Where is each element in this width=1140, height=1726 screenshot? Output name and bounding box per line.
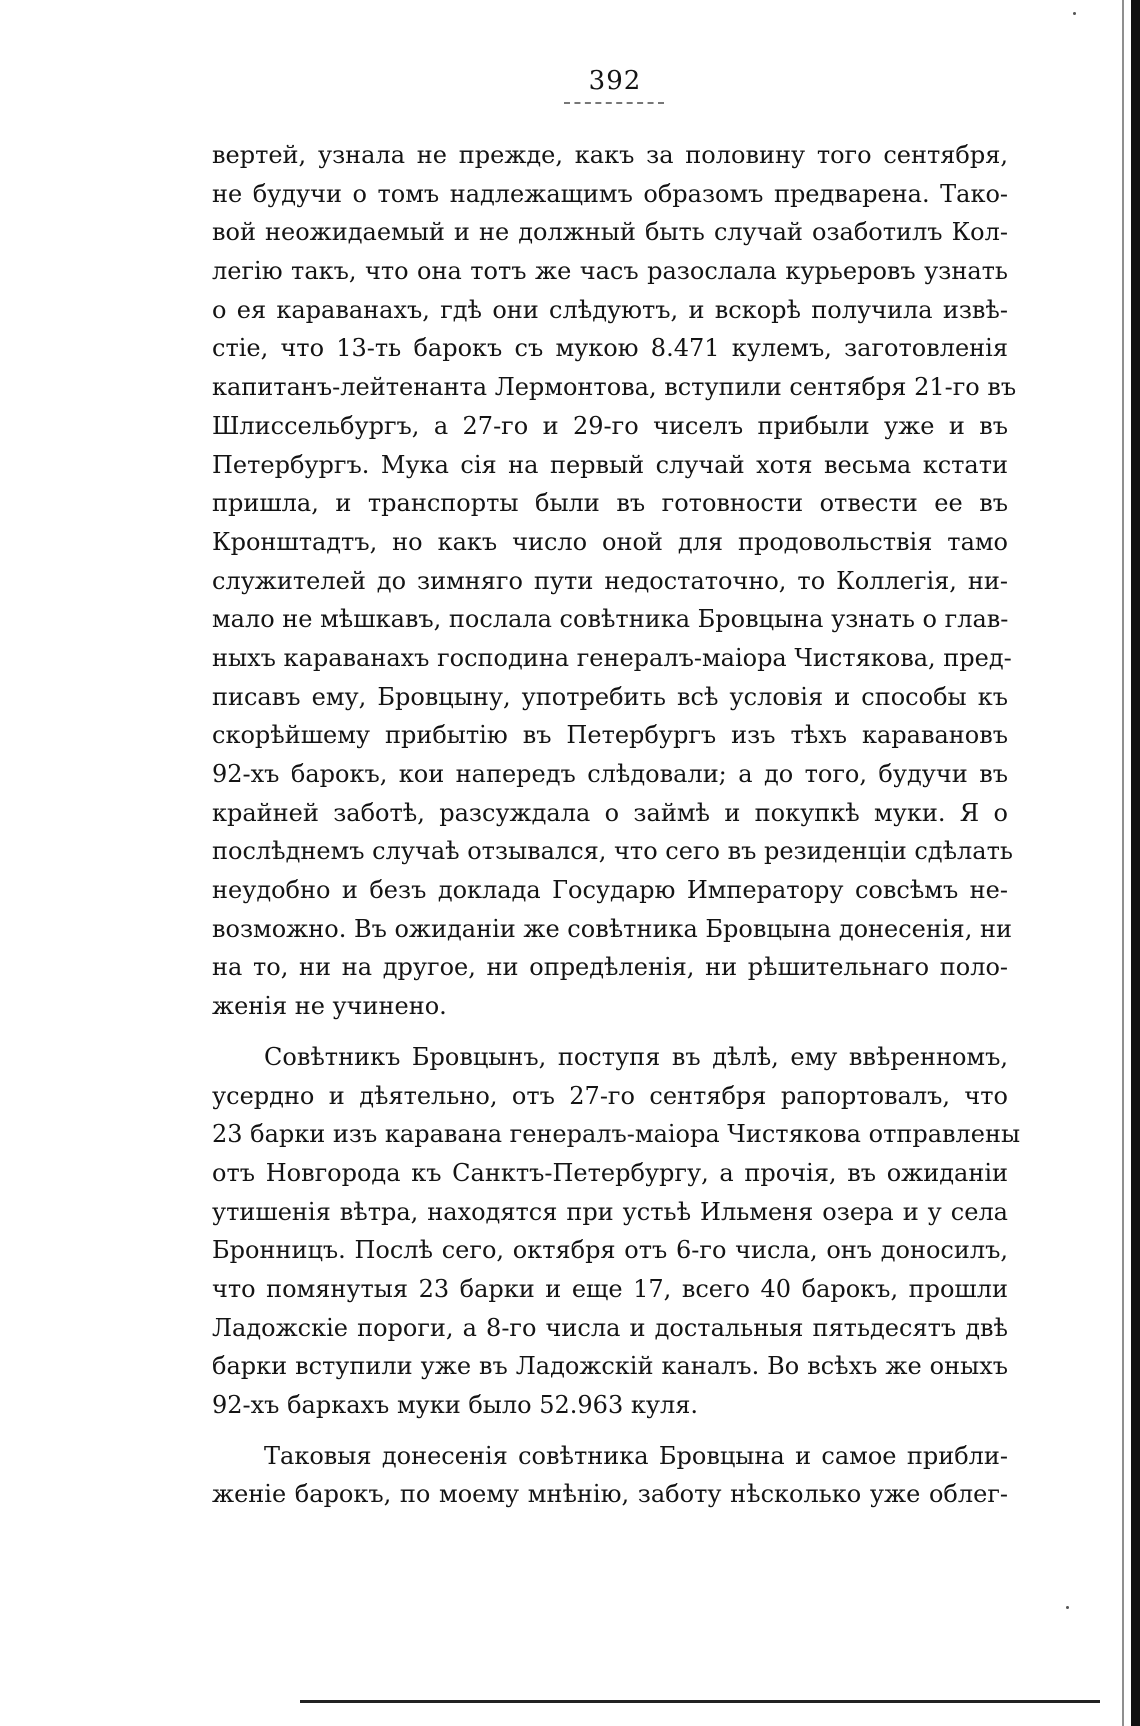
paragraph: [212, 1437, 1008, 1514]
page-number-rule: [564, 102, 664, 104]
text-line: ныхъ караванахъ господина генералъ-маіора Чистякова, пред-: [212, 643, 1012, 672]
text-line: женіе барокъ, по моему мнѣнію, заботу нѣсколько уже облег-: [212, 1480, 1008, 1509]
text-line: скорѣйшему прибытію въ Петербургъ изъ тѣхъ каравановъ: [212, 721, 1008, 750]
text-line: не будучи о томъ надлежащимъ образомъ предварена. Тако-: [212, 179, 1008, 208]
text-line: крайней заботѣ, разсуждала о займѣ и покупкѣ муки. Я о: [212, 798, 1008, 827]
text-line: 92-хъ барокъ, кои напередъ слѣдовали; а до того, будучи въ: [212, 760, 1008, 788]
text-line: вертей, узнала не прежде, какъ за половину того сентября,: [212, 141, 1008, 169]
text-line: Бронницъ. Послѣ сего, октября отъ 6-го числа, онъ доносилъ,: [212, 1236, 1008, 1265]
paragraph-gap: [212, 1026, 1008, 1038]
text-line: капитанъ-лейтенанта Лермонтова, вступили сентября 21-го въ: [212, 373, 1017, 402]
text-line: неудобно и безъ доклада Государю Императору совсѣмъ не-: [212, 876, 1008, 905]
text-line: Таковыя донесенія совѣтника Бровцына и самое прибли-: [264, 1441, 1008, 1470]
text-line: на то, ни на другое, ни опредѣленія, ни рѣшительнаго поло-: [212, 953, 1008, 982]
scan-speck: [1073, 12, 1076, 15]
text-line: 92-хъ баркахъ муки было 52.963 куля.: [212, 1391, 698, 1419]
text-line: стіе, что 13-ть барокъ съ мукою 8.471 кулемъ, заготовленія: [212, 334, 1008, 363]
text-line: отъ Новгорода къ Санктъ-Петербургу, а прочія, въ ожиданіи: [212, 1158, 1008, 1187]
text-line: служителей до зимняго пути недостаточно, то Коллегія, ни-: [212, 566, 1008, 595]
text-line: мало не мѣшкавъ, послала совѣтника Бровцына узнать о глав-: [212, 605, 1009, 634]
body-text: [212, 136, 1021, 1514]
text-line: усердно и дѣятельно, отъ 27-го сентября рапортовалъ, что: [212, 1081, 1008, 1110]
bottom-edge-shadow: [300, 1700, 1100, 1703]
text-line: женія не учинено.: [212, 992, 447, 1021]
text-line: пришла, и транспорты были въ готовности отвести ее въ: [212, 489, 1008, 518]
text-line: барки вступили уже въ Ладожскій каналъ. Во всѣхъ же оныхъ: [212, 1352, 1008, 1381]
text-line: Совѣтникъ Бровцынъ, поступя въ дѣлѣ, ему ввѣренномъ,: [264, 1042, 1008, 1071]
text-line: Петербургъ. Мука сія на первый случай хотя весьма кстати: [212, 450, 1008, 479]
text-line: утишенія вѣтра, находятся при устьѣ Ильменя озера и у села: [212, 1197, 1008, 1226]
text-line: Шлиссельбургъ, а 27-го и 29-го чиселъ прибыли уже и въ: [212, 411, 1008, 440]
text-line: возможно. Въ ожиданіи же совѣтника Бровцына донесенія, ни: [212, 914, 1012, 943]
text-line: Кронштадтъ, но какъ число оной для продовольствія тамо: [212, 527, 1008, 556]
page-edge-line: [1122, 0, 1124, 1726]
text-line: послѣднемъ случаѣ отзывался, что сего въ резиденціи сдѣлать: [212, 837, 1013, 866]
text-line: легію такъ, что она тотъ же часъ разослала курьеровъ узнать: [212, 257, 1008, 286]
text-line: Ладожскіе пороги, а 8-го числа и достальныя пятьдесятъ двѣ: [212, 1313, 1008, 1342]
paragraph: [212, 1038, 1021, 1425]
text-line: 23 барки изъ каравана генералъ-маіора Чистякова отправлены: [212, 1120, 1021, 1149]
page-edge-shadow: [1131, 0, 1140, 1726]
paragraph-gap: [212, 1425, 1008, 1437]
text-line: писавъ ему, Бровцыну, употребить всѣ условія и способы къ: [212, 682, 1008, 711]
paragraph: [212, 136, 1017, 1026]
text-line: о ея караванахъ, гдѣ они слѣдуютъ, и вскорѣ получила извѣ-: [212, 295, 1008, 324]
page-number: 392: [588, 66, 642, 96]
text-line: что помянутыя 23 барки и еще 17, всего 40 барокъ, прошли: [212, 1274, 1008, 1303]
scan-speck: [1066, 1606, 1069, 1609]
text-line: вой неожидаемый и не должный быть случай озаботилъ Кол-: [212, 218, 1008, 247]
